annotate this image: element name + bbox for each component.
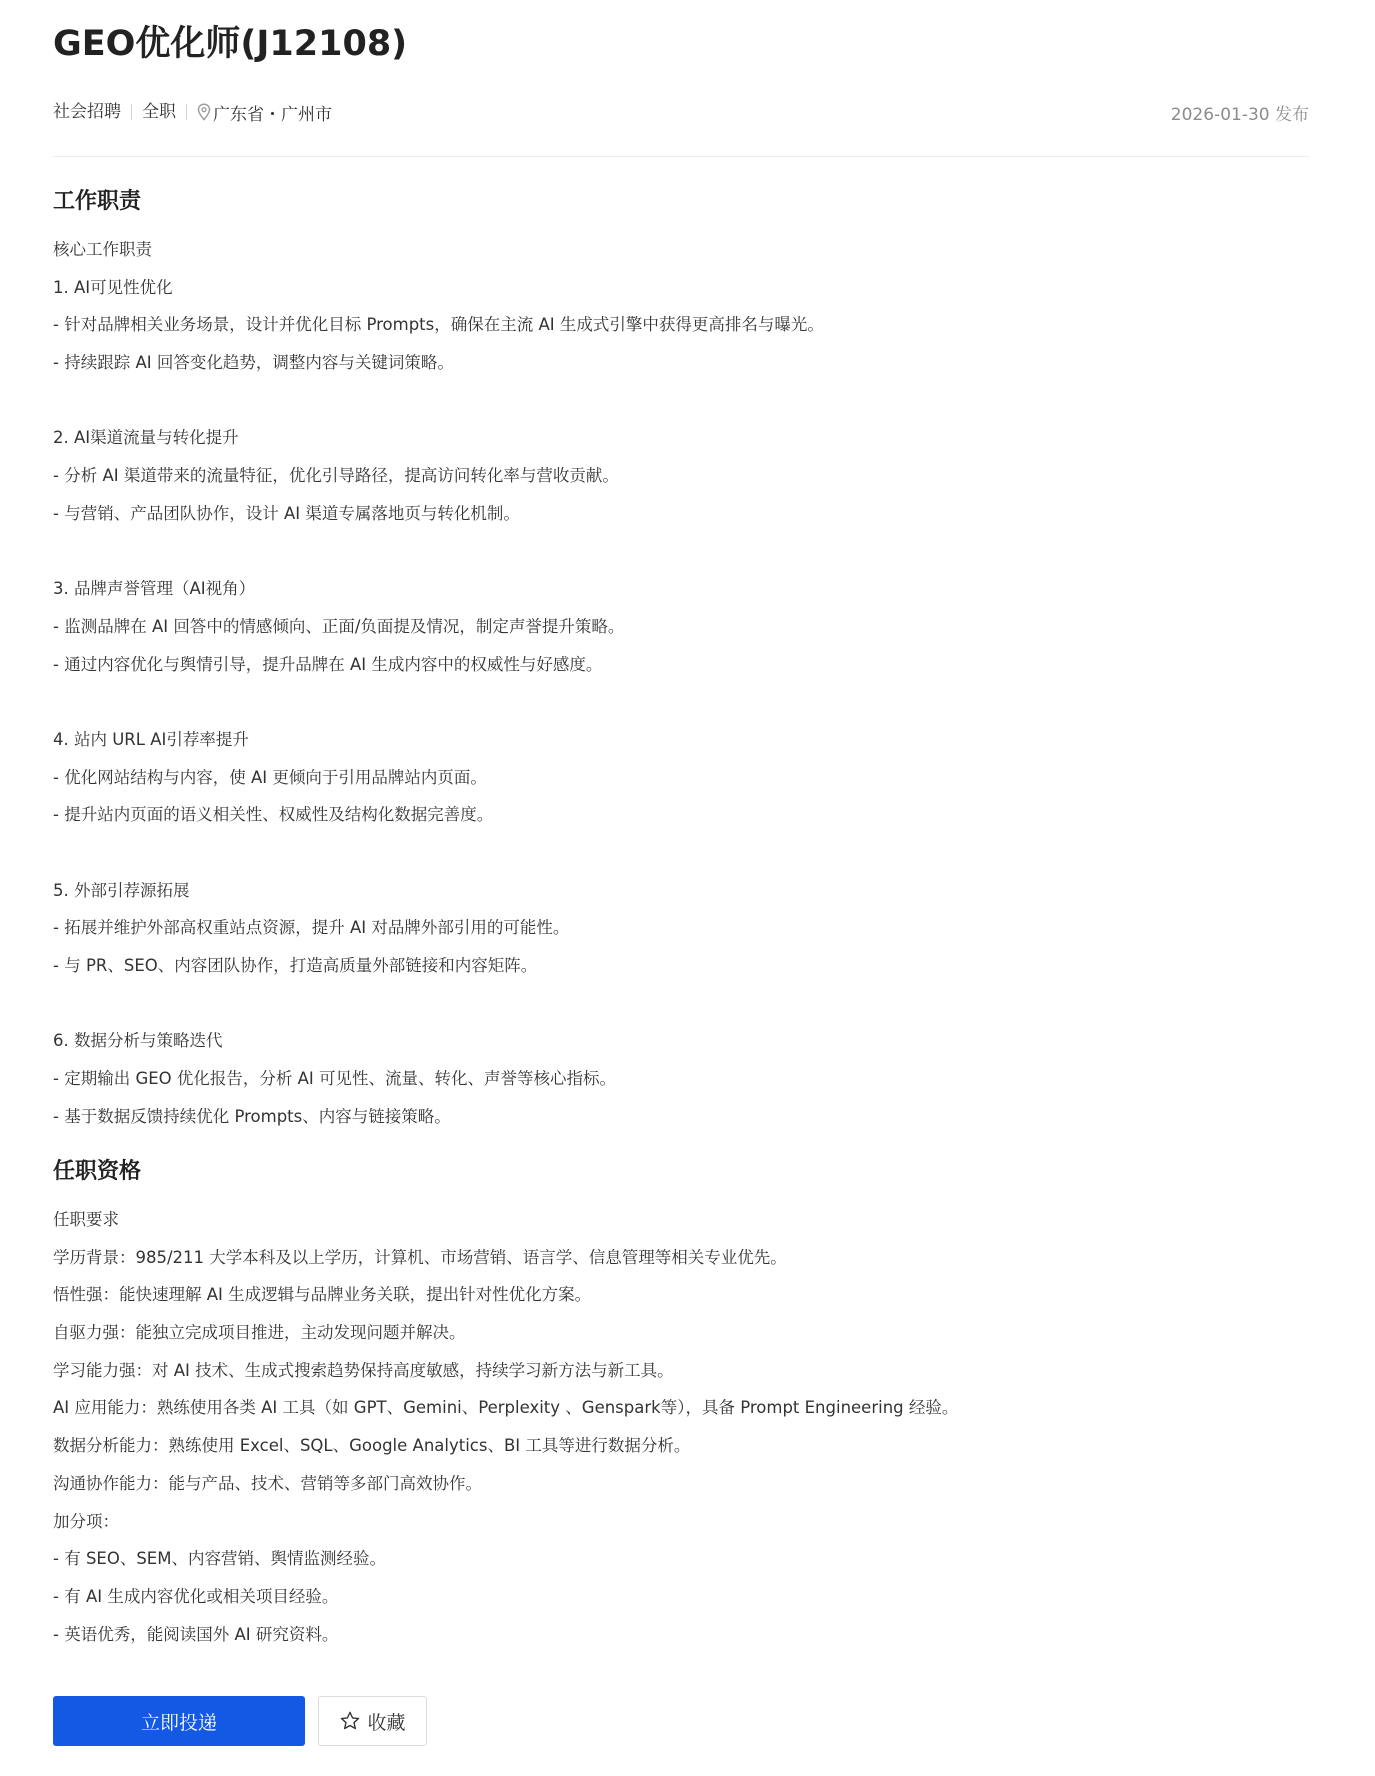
description-line: - 有 AI 生成内容优化或相关项目经验。 [53, 1586, 339, 1606]
description-line: - 定期输出 GEO 优化报告，分析 AI 可见性、流量、转化、声誉等核心指标。 [53, 1069, 617, 1089]
qualifications-list [53, 1201, 1309, 1653]
description-line: - 分析 AI 渠道带来的流量特征，优化引导路径，提高访问转化率与营收贡献。 [53, 466, 619, 486]
description-line: - 通过内容优化与舆情引导，提升品牌在 AI 生成内容中的权威性与好感度。 [53, 654, 603, 674]
description-line [53, 985, 1309, 1023]
description-line: 1. AI可见性优化 [53, 277, 173, 297]
description-line [53, 834, 1309, 872]
description-line: 6. 数据分析与策略迭代 [53, 1031, 223, 1051]
description-line: 自驱力强：能独立完成项目推进，主动发现问题并解决。 [53, 1323, 466, 1343]
responsibilities-list [53, 231, 1309, 1136]
description-line: 2. AI渠道流量与转化提升 [53, 428, 239, 448]
description-line: - 提升站内页面的语义相关性、权威性及结构化数据完善度。 [53, 805, 494, 825]
publish-date: 2026-01-30 发布 [1170, 104, 1309, 125]
description-line: 学历背景：985/211 大学本科及以上学历，计算机、市场营销、语言学、信息管理等相关专业优先。 [53, 1247, 787, 1267]
description-line: 加分项： [53, 1511, 119, 1531]
description-line [53, 533, 1309, 571]
description-line: - 针对品牌相关业务场景，设计并优化目标 Prompts，确保在主流 AI 生成式引擎中获得更高排名与曝光。 [53, 315, 824, 335]
job-title: GEO优化师(J12108) [53, 24, 408, 64]
description-line: - 与 PR、SEO、内容团队协作，打造高质量外部链接和内容矩阵。 [53, 956, 538, 976]
description-line: 悟性强：能快速理解 AI 生成逻辑与品牌业务关联，提出针对性优化方案。 [53, 1285, 592, 1305]
qualifications-heading: 任职资格 [53, 1159, 142, 1184]
description-line: - 英语优秀，能阅读国外 AI 研究资料。 [53, 1624, 339, 1644]
description-line: 3. 品牌声誉管理（AI视角） [53, 579, 256, 599]
description-line: AI 应用能力：熟练使用各类 AI 工具（如 GPT、Gemini、Perplexity 、Genspark等），具备 Prompt Engineering 经验。 [53, 1398, 959, 1418]
description-line: - 拓展并维护外部高权重站点资源，提升 AI 对品牌外部引用的可能性。 [53, 918, 570, 938]
meta-separator [131, 104, 132, 120]
action-bar [53, 1696, 427, 1746]
responsibilities-heading: 工作职责 [53, 189, 142, 214]
description-line: 任职要求 [53, 1210, 119, 1229]
description-line: 学习能力强：对 AI 技术、生成式搜索趋势保持高度敏感，持续学习新方法与新工具。 [53, 1360, 674, 1380]
header-divider [53, 156, 1309, 157]
favorite-button[interactable] [318, 1696, 427, 1746]
employment-type-tag: 全职 [142, 102, 176, 122]
description-line: 核心工作职责 [53, 240, 152, 259]
description-line: - 优化网站结构与内容，使 AI 更倾向于引用品牌站内页面。 [53, 767, 487, 787]
favorite-label: 收藏 [367, 1711, 406, 1734]
description-line [53, 382, 1309, 420]
description-line: 数据分析能力：熟练使用 Excel、SQL、Google Analytics、BI 工具等进行数据分析。 [53, 1436, 691, 1456]
star-outline-icon [339, 1710, 361, 1732]
description-line: - 基于数据反馈持续优化 Prompts、内容与链接策略。 [53, 1106, 451, 1126]
job-location [197, 100, 332, 125]
description-line: 4. 站内 URL AI引荐率提升 [53, 729, 249, 749]
description-line: - 持续跟踪 AI 回答变化趋势，调整内容与关键词策略。 [53, 353, 454, 373]
description-line: 沟通协作能力：能与产品、技术、营销等多部门高效协作。 [53, 1473, 482, 1493]
recruitment-type-tag: 社会招聘 [53, 102, 121, 122]
description-line [53, 683, 1309, 721]
description-line: - 与营销、产品团队协作，设计 AI 渠道专属落地页与转化机制。 [53, 503, 520, 523]
description-line: - 有 SEO、SEM、内容营销、舆情监测经验。 [53, 1549, 386, 1569]
map-pin-icon [197, 103, 211, 121]
description-line: - 监测品牌在 AI 回答中的情感倾向、正面/负面提及情况，制定声誉提升策略。 [53, 616, 625, 636]
job-meta [53, 97, 1309, 127]
location-label: 广东省・广州市 [213, 104, 332, 125]
apply-button[interactable]: 立即投递 [53, 1696, 305, 1746]
meta-separator [186, 104, 187, 120]
description-line: 5. 外部引荐源拓展 [53, 880, 190, 900]
